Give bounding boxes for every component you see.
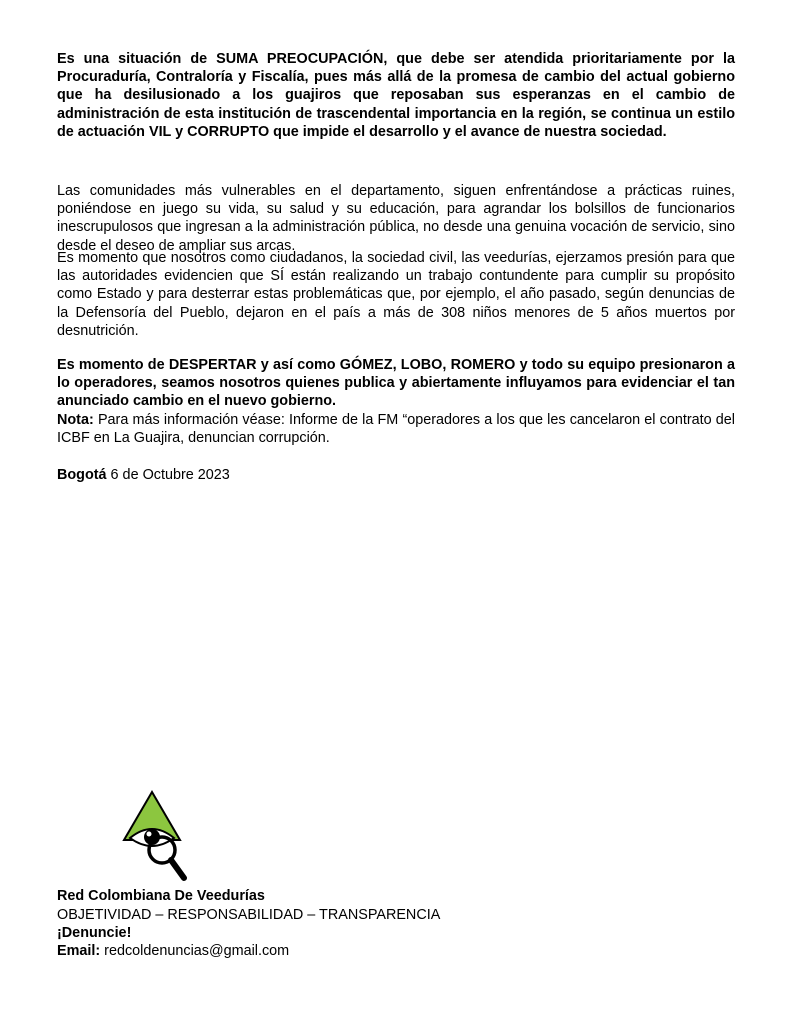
dateline [57,466,735,484]
dateline-date: 6 de Octubre 2023 [106,467,230,483]
paragraph-citizens: Es momento que nosotros como ciudadanos, la sociedad civil, las veedurías, ejerzamos presión para que las autoridades evidencien que SÍ están realizando un trabajo contundente para cumplir su propósito como Estado y para desterrar estas problemáticas que, por ejemplo, el año pasado, según denuncias de la Defensoría del Pueblo, dejaron en el país a más de 308 niños menores de 5 años muertos por desnutrición. [57,250,735,339]
magnifier-handle [171,860,184,878]
footer-motto: OBJETIVIDAD – RESPONSABILIDAD – TRANSPARENCIA [57,907,441,923]
note-paragraph [57,411,735,447]
footer-call-to-action: ¡Denuncie! [57,925,132,941]
email-label: Email: [57,943,101,959]
note-label: Nota: [57,412,94,428]
email-address[interactable]: redcoldenuncias@gmail.com [100,943,290,959]
note-text: Para más información véase: Informe de la FM “operadores a los que les cancelaron el contrato del ICBF en La Guajira, denuncian corrupción. [57,412,735,447]
paragraph-concern: Es una situación de SUMA PREOCUPACIÓN, que debe ser atendida prioritariamente por la Procuraduría, Contraloría y Fiscalía, pues más allá de la promesa de cambio del actual gobierno que ha desilusionado a los guajiros que reposaban sus esperanzas en el cambio de administración de esta institución de trascendental importancia en la región, se continua un estilo de actuación VIL y CORRUPTO que impide el desarrollo y el avance de nuestra sociedad. [57,51,735,140]
footer-organization: Red Colombiana De Veedurías [57,888,265,904]
eye-magnifier-triangle-icon [120,790,240,886]
footer-email-line [57,942,289,960]
dateline-city: Bogotá [57,467,107,483]
paragraph-communities: Las comunidades más vulnerables en el departamento, siguen enfrentándose a prácticas ruines, poniéndose en juego su vida, su salud y su educación, para agrandar los bolsillos de funcionarios inescrupulosos que ingresan a la administración pública, no desde una genuina vocación de servicio, sino desde el deseo de ampliar sus arcas. [57,183,735,254]
paragraph-wake-up: Es momento de DESPERTAR y así como GÓMEZ, LOBO, ROMERO y todo su equipo presionaron a lo operadores, seamos nosotros quienes publica y abiertamente influyamos para evidenciar el tan anunciado cambio en el nuevo gobierno. [57,357,735,410]
